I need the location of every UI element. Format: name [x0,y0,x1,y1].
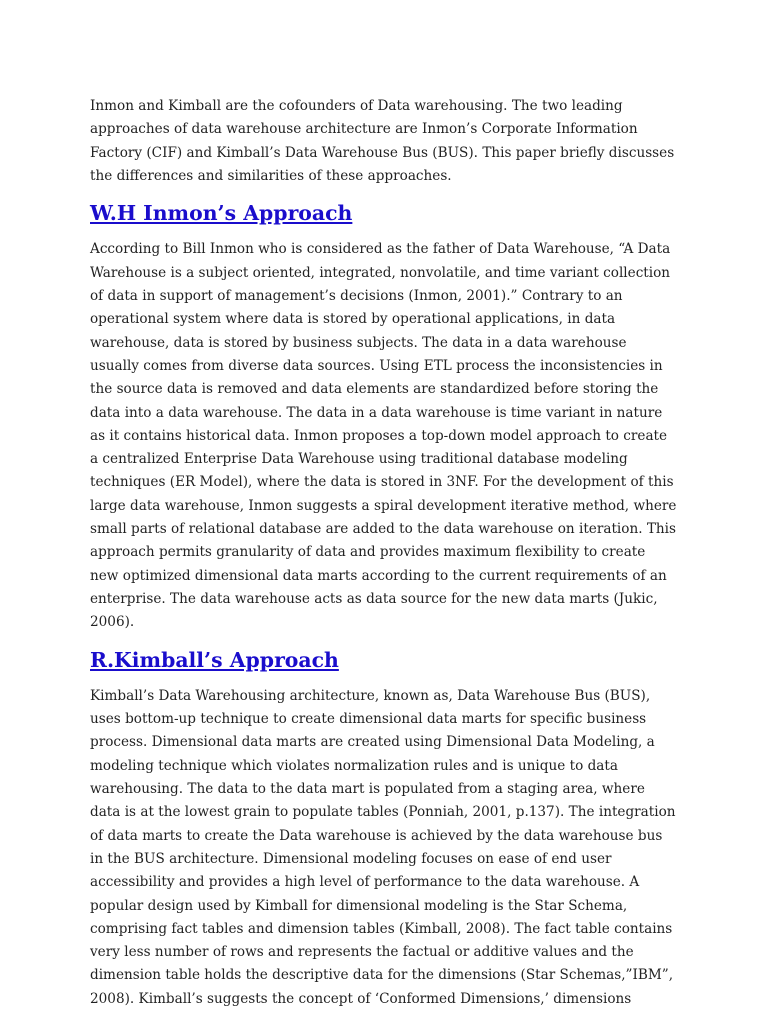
inmon-approach-link[interactable]: W.H Inmon’s Approach [90,201,353,226]
kimball-approach-link[interactable]: R.Kimball’s Approach [90,647,339,672]
section-heading-kimball [90,649,678,672]
inmon-paragraph: According to Bill Inmon who is considered as the father of Data Warehouse, “A Data Warehouse is a subject oriented, integrated, nonvolatile, and time variant collection of data in support of management’s decisions (Inmon, 2001).” Contrary to an operational system where data is stored by operational applications, in data warehouse, data is stored by business subjects. The data in a data warehouse usually comes from diverse data sources. Using ETL process the inconsistencies in the source data is removed and data elements are standardized before storing the data into a data warehouse. The data in a data warehouse is time variant in nature as it contains historical data. Inmon proposes a top-down model approach to create a centralized Enterprise Data Warehouse using traditional database modeling techniques (ER Model), where the data is stored in 3NF. For the development of this large data warehouse, Inmon suggests a spiral development iterative method, where small parts of relational database are added to the data warehouse on iteration. This approach permits granularity of data and provides maximum flexibility to create new optimized dimensional data marts according to the current requirements of an enterprise. The data warehouse acts as data source for the new data marts (Jukic, 2006). [90,241,677,631]
kimball-paragraph: Kimball’s Data Warehousing architecture, known as, Data Warehouse Bus (BUS), uses bottom-up technique to create dimensional data marts for specific business process. Dimensional data marts are created using Dimensional Data Modeling, a modeling technique which violates normalization rules and is unique to data warehousing. The data to the data mart is populated from a staging area, where data is at the lowest grain to populate tables (Ponniah, 2001, p.137). The integration of data marts to create the Data warehouse is achieved by the data warehouse bus in the BUS architecture. Dimensional modeling focuses on ease of end user accessibility and provides a high level of performance to the data warehouse. A popular design used by Kimball for dimensional modeling is the Star Schema, comprising fact tables and dimension tables (Kimball, 2008). The fact table contains very less number of rows and represents the factual or additive values and the dimension table holds the descriptive data for the dimensions (Star Schemas,”IBM”, 2008). Kimball’s suggests the concept of ‘Conformed Dimensions,’ dimensions [90,687,676,1007]
document-page [90,95,678,1025]
section-heading-inmon [90,202,678,225]
intro-paragraph: Inmon and Kimball are the cofounders of Data warehousing. The two leading approaches of data warehouse architecture are Inmon’s Corporate Information Factory (CIF) and Kimball’s Data Warehouse Bus (BUS). This paper briefly discusses the differences and similarities of these approaches. [90,98,675,184]
